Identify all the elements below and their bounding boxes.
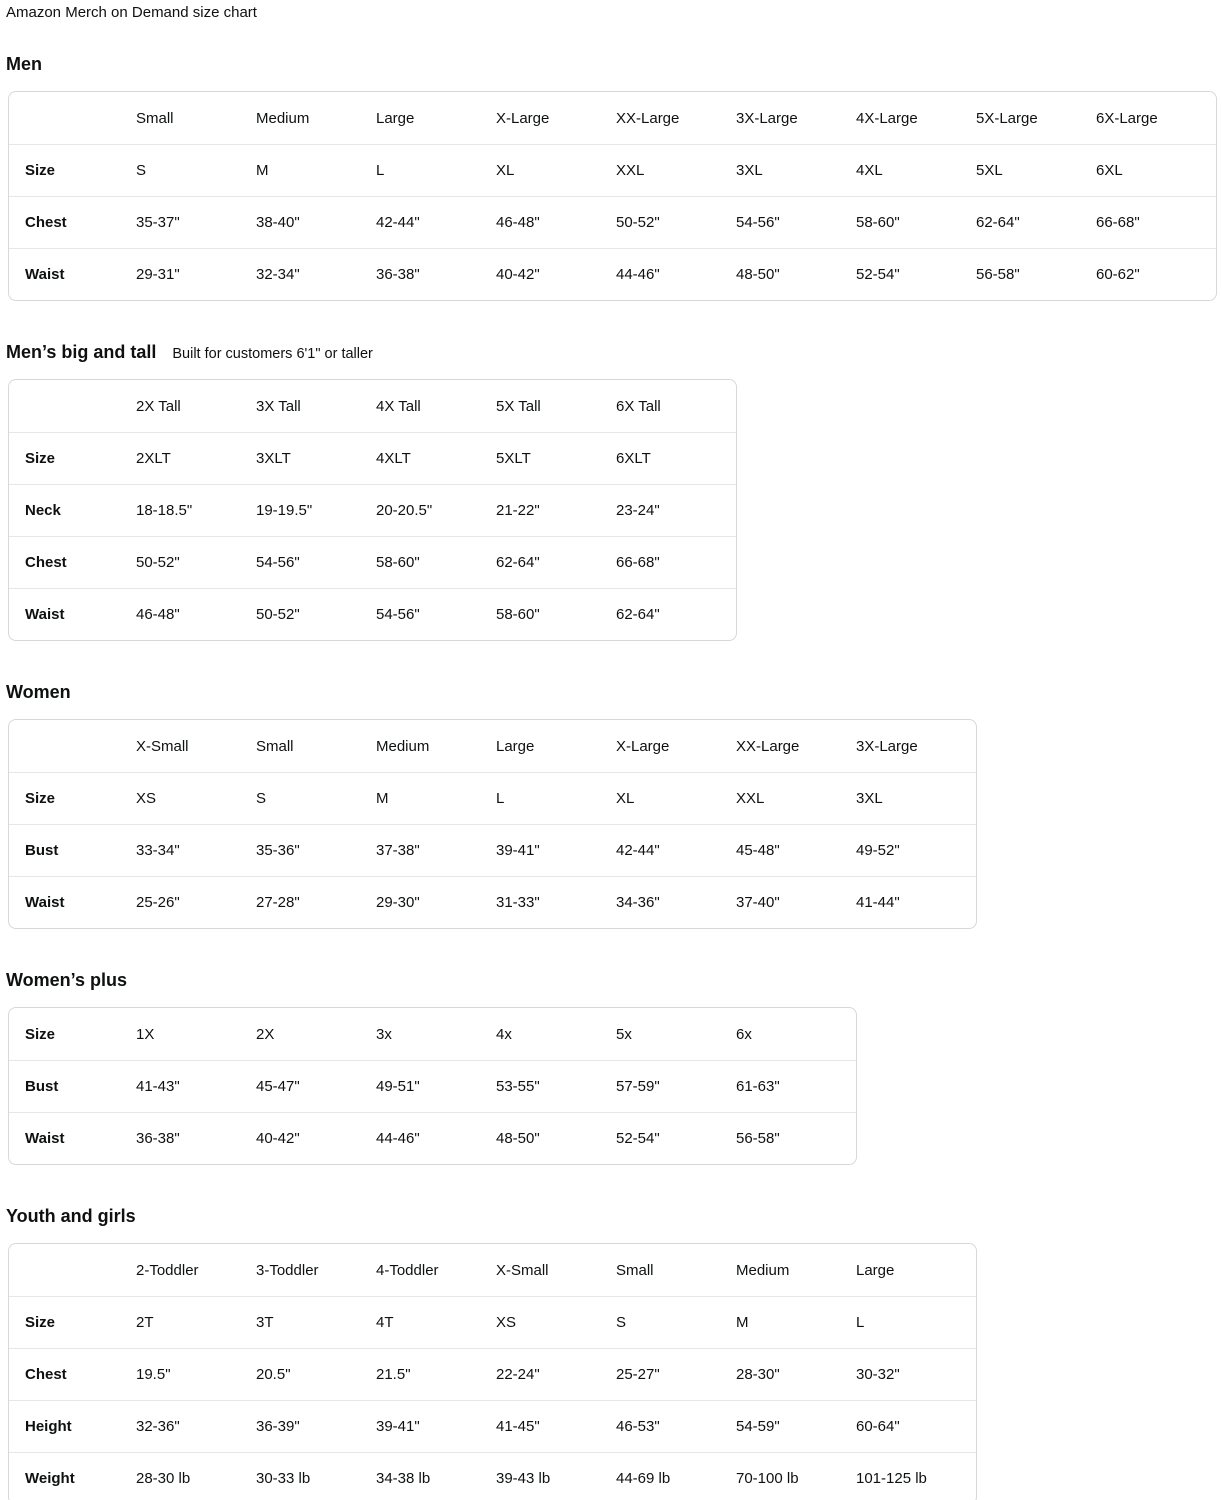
size-cell: 34-36": [616, 876, 736, 928]
size-cell: 46-53": [616, 1400, 736, 1452]
womens-plus-heading-row: [6, 969, 1222, 991]
size-cell: 18-18.5": [136, 484, 256, 536]
size-cell: 28-30 lb: [136, 1452, 256, 1500]
table-row: [9, 432, 736, 484]
column-header: 4X-Large: [856, 109, 918, 127]
size-cell: 5x: [616, 1025, 632, 1043]
size-cell: 48-50": [496, 1112, 616, 1164]
table-row: [9, 824, 976, 876]
size-cell: 70-100 lb: [736, 1452, 856, 1500]
women-heading-row: [6, 681, 1222, 703]
size-cell: 6XLT: [616, 432, 736, 484]
size-cell: 37-40": [736, 876, 856, 928]
size-cell: 56-58": [736, 1112, 856, 1164]
size-cell: 6XL: [1096, 144, 1216, 196]
youth-and-girls-heading-row: [6, 1205, 1222, 1227]
column-header-row: [9, 380, 736, 432]
size-cell: S: [616, 1296, 736, 1348]
table-row: [9, 1060, 856, 1112]
mens-big-and-tall-subtitle: Built for customers 6'1" or taller: [172, 346, 373, 362]
column-header: 6X-Large: [1096, 109, 1158, 127]
row-label: Waist: [9, 588, 136, 640]
size-cell: 4T: [376, 1296, 496, 1348]
size-cell: 3XL: [856, 772, 976, 824]
youth-and-girls-table: [8, 1243, 977, 1500]
men-heading-row: [6, 53, 1222, 75]
size-cell: 58-60": [856, 196, 976, 248]
table-row: [9, 1452, 976, 1500]
table-row: [9, 1112, 856, 1164]
corner-cell: [9, 1244, 136, 1296]
row-label: Chest: [9, 196, 136, 248]
size-cell: 62-64": [616, 588, 736, 640]
mens-big-and-tall-heading-row: [6, 341, 1222, 363]
size-cell: 30-33 lb: [256, 1452, 376, 1500]
size-cell: 20.5": [256, 1348, 376, 1400]
column-header: 3X-Large: [856, 737, 918, 755]
size-cell: 34-38 lb: [376, 1452, 496, 1500]
size-cell: 35-36": [256, 824, 376, 876]
row-label: Waist: [9, 1112, 136, 1164]
size-cell: 33-34": [136, 824, 256, 876]
row-label: Chest: [9, 1348, 136, 1400]
size-cell: 45-47": [256, 1060, 376, 1112]
womens-plus-table: [8, 1007, 857, 1165]
size-cell: XL: [616, 772, 736, 824]
size-cell: 32-34": [256, 248, 376, 300]
size-cell: 1X: [136, 1025, 155, 1043]
size-cell: 52-54": [856, 248, 976, 300]
size-cell: 19-19.5": [256, 484, 376, 536]
size-cell: 58-60": [496, 588, 616, 640]
size-cell: 4XL: [856, 144, 976, 196]
size-cell: M: [376, 772, 496, 824]
size-cell: XS: [496, 1296, 616, 1348]
size-cell: 41-45": [496, 1400, 616, 1452]
column-header: 6X Tall: [616, 397, 661, 415]
size-cell: 54-56": [736, 196, 856, 248]
size-cell: 41-43": [136, 1060, 256, 1112]
size-cell: 38-40": [256, 196, 376, 248]
size-cell: XXL: [736, 772, 856, 824]
size-cell: 3x: [376, 1025, 392, 1043]
row-label: Chest: [9, 536, 136, 588]
size-cell: 2X: [256, 1025, 275, 1043]
size-cell: 58-60": [376, 536, 496, 588]
table-row: [9, 536, 736, 588]
size-cell: 20-20.5": [376, 484, 496, 536]
column-header: X-Large: [496, 109, 550, 127]
size-cell: 60-64": [856, 1400, 976, 1452]
size-cell: 52-54": [616, 1112, 736, 1164]
column-header: 3X Tall: [256, 397, 301, 415]
women-table: [8, 719, 977, 929]
size-cell: 37-38": [376, 824, 496, 876]
size-cell: 44-69 lb: [616, 1452, 736, 1500]
size-cell: M: [736, 1296, 856, 1348]
size-cell: 36-39": [256, 1400, 376, 1452]
size-cell: 60-62": [1096, 248, 1216, 300]
size-cell: 53-55": [496, 1060, 616, 1112]
row-label: Size: [25, 1025, 56, 1043]
size-cell: 54-56": [256, 536, 376, 588]
size-cell: 61-63": [736, 1060, 856, 1112]
size-cell: XL: [496, 144, 616, 196]
size-cell: 46-48": [136, 588, 256, 640]
corner-cell: [9, 720, 136, 772]
row-label: Bust: [9, 824, 136, 876]
size-cell: 46-48": [496, 196, 616, 248]
size-cell: 2XLT: [136, 432, 256, 484]
size-cell: 22-24": [496, 1348, 616, 1400]
column-header-row: [9, 1244, 976, 1296]
size-cell: 29-31": [136, 248, 256, 300]
mens-big-and-tall-heading: Men’s big and tall: [6, 342, 157, 362]
size-cell: 44-46": [376, 1112, 496, 1164]
column-header: 2-Toddler: [136, 1261, 199, 1279]
column-header: Large: [376, 109, 415, 127]
size-cell: L: [376, 144, 496, 196]
column-header: 5X-Large: [976, 109, 1038, 127]
corner-cell: [9, 92, 136, 144]
size-cell: 66-68": [1096, 196, 1216, 248]
size-cell: 27-28": [256, 876, 376, 928]
table-row: [9, 196, 1216, 248]
column-header: Small: [136, 109, 174, 127]
size-cell: 56-58": [976, 248, 1096, 300]
column-header: X-Small: [496, 1261, 549, 1279]
row-label: Size: [9, 432, 136, 484]
column-header: 3-Toddler: [256, 1261, 319, 1279]
table-row: [9, 1348, 976, 1400]
size-cell: XS: [136, 772, 256, 824]
table-row: [9, 1008, 856, 1060]
row-label: Waist: [9, 248, 136, 300]
size-cell: 41-44": [856, 876, 976, 928]
column-header-row: [9, 720, 976, 772]
column-header: 4X Tall: [376, 397, 421, 415]
column-header: 4-Toddler: [376, 1261, 439, 1279]
size-cell: 4XLT: [376, 432, 496, 484]
size-cell: 39-43 lb: [496, 1452, 616, 1500]
size-cell: 28-30": [736, 1348, 856, 1400]
table-row: [9, 772, 976, 824]
size-cell: 5XL: [976, 144, 1096, 196]
size-cell: 25-27": [616, 1348, 736, 1400]
section-womens-plus: [6, 969, 1222, 1165]
column-header: XX-Large: [736, 737, 800, 755]
size-cell: 40-42": [256, 1112, 376, 1164]
size-cell: 39-41": [496, 824, 616, 876]
column-header: Small: [256, 737, 294, 755]
page-title: Amazon Merch on Demand size chart: [6, 4, 257, 21]
table-row: [9, 248, 1216, 300]
corner-cell: [9, 380, 136, 432]
size-cell: 29-30": [376, 876, 496, 928]
column-header: Large: [856, 1261, 895, 1279]
column-header: Large: [496, 737, 535, 755]
size-cell: S: [136, 144, 256, 196]
size-cell: 48-50": [736, 248, 856, 300]
column-header: 2X Tall: [136, 397, 181, 415]
section-men: [6, 53, 1222, 301]
size-cell: 42-44": [616, 824, 736, 876]
size-cell: S: [256, 772, 376, 824]
row-label: Bust: [9, 1060, 136, 1112]
size-cell: 21-22": [496, 484, 616, 536]
size-cell: 19.5": [136, 1348, 256, 1400]
size-cell: 2T: [136, 1296, 256, 1348]
row-label: Size: [9, 772, 136, 824]
table-row: [9, 484, 736, 536]
row-label: Size: [9, 144, 136, 196]
column-header: X-Large: [616, 737, 670, 755]
size-cell: 50-52": [616, 196, 736, 248]
table-row: [9, 1400, 976, 1452]
size-cell: 40-42": [496, 248, 616, 300]
men-heading: Men: [6, 54, 42, 74]
size-cell: 3XL: [736, 144, 856, 196]
size-cell: 39-41": [376, 1400, 496, 1452]
womens-plus-heading: Women’s plus: [6, 970, 128, 990]
row-label: Size: [9, 1296, 136, 1348]
size-cell: 36-38": [136, 1112, 256, 1164]
column-header: Medium: [376, 737, 430, 755]
sections: [6, 53, 1222, 1500]
size-cell: 3T: [256, 1296, 376, 1348]
size-cell: 31-33": [496, 876, 616, 928]
column-header-row: [9, 92, 1216, 144]
table-row: [9, 144, 1216, 196]
column-header: 5X Tall: [496, 397, 541, 415]
section-mens-big-and-tall: [6, 341, 1222, 641]
table-row: [9, 876, 976, 928]
size-cell: 54-56": [376, 588, 496, 640]
youth-and-girls-heading: Youth and girls: [6, 1206, 136, 1226]
size-cell: 42-44": [376, 196, 496, 248]
size-cell: 49-51": [376, 1060, 496, 1112]
size-cell: 62-64": [496, 536, 616, 588]
size-cell: 57-59": [616, 1060, 736, 1112]
size-cell: L: [496, 772, 616, 824]
size-cell: 30-32": [856, 1348, 976, 1400]
size-cell: 23-24": [616, 484, 736, 536]
size-cell: M: [256, 144, 376, 196]
column-header: Medium: [256, 109, 310, 127]
row-label: Weight: [9, 1452, 136, 1500]
size-cell: XXL: [616, 144, 736, 196]
column-header: XX-Large: [616, 109, 680, 127]
size-cell: 66-68": [616, 536, 736, 588]
column-header: Small: [616, 1261, 654, 1279]
size-cell: 32-36": [136, 1400, 256, 1452]
size-cell: 3XLT: [256, 432, 376, 484]
size-cell: 21.5": [376, 1348, 496, 1400]
table-row: [9, 588, 736, 640]
section-women: [6, 681, 1222, 929]
size-cell: 101-125 lb: [856, 1452, 976, 1500]
size-cell: 4x: [496, 1025, 512, 1043]
women-heading: Women: [6, 682, 71, 702]
column-header: Medium: [736, 1261, 790, 1279]
size-cell: 44-46": [616, 248, 736, 300]
size-cell: 50-52": [256, 588, 376, 640]
size-cell: 25-26": [136, 876, 256, 928]
size-cell: 35-37": [136, 196, 256, 248]
size-cell: 49-52": [856, 824, 976, 876]
size-cell: 50-52": [136, 536, 256, 588]
row-label: Waist: [9, 876, 136, 928]
column-header: 3X-Large: [736, 109, 798, 127]
mens-big-and-tall-table: [8, 379, 737, 641]
size-cell: 6x: [736, 1025, 752, 1043]
size-cell: L: [856, 1296, 976, 1348]
section-youth-and-girls: [6, 1205, 1222, 1500]
size-cell: 54-59": [736, 1400, 856, 1452]
column-header: X-Small: [136, 737, 189, 755]
size-cell: 62-64": [976, 196, 1096, 248]
row-label: Neck: [9, 484, 136, 536]
size-cell: 5XLT: [496, 432, 616, 484]
size-cell: 36-38": [376, 248, 496, 300]
table-row: [9, 1296, 976, 1348]
row-label: Height: [9, 1400, 136, 1452]
men-table: [8, 91, 1217, 301]
size-cell: 45-48": [736, 824, 856, 876]
